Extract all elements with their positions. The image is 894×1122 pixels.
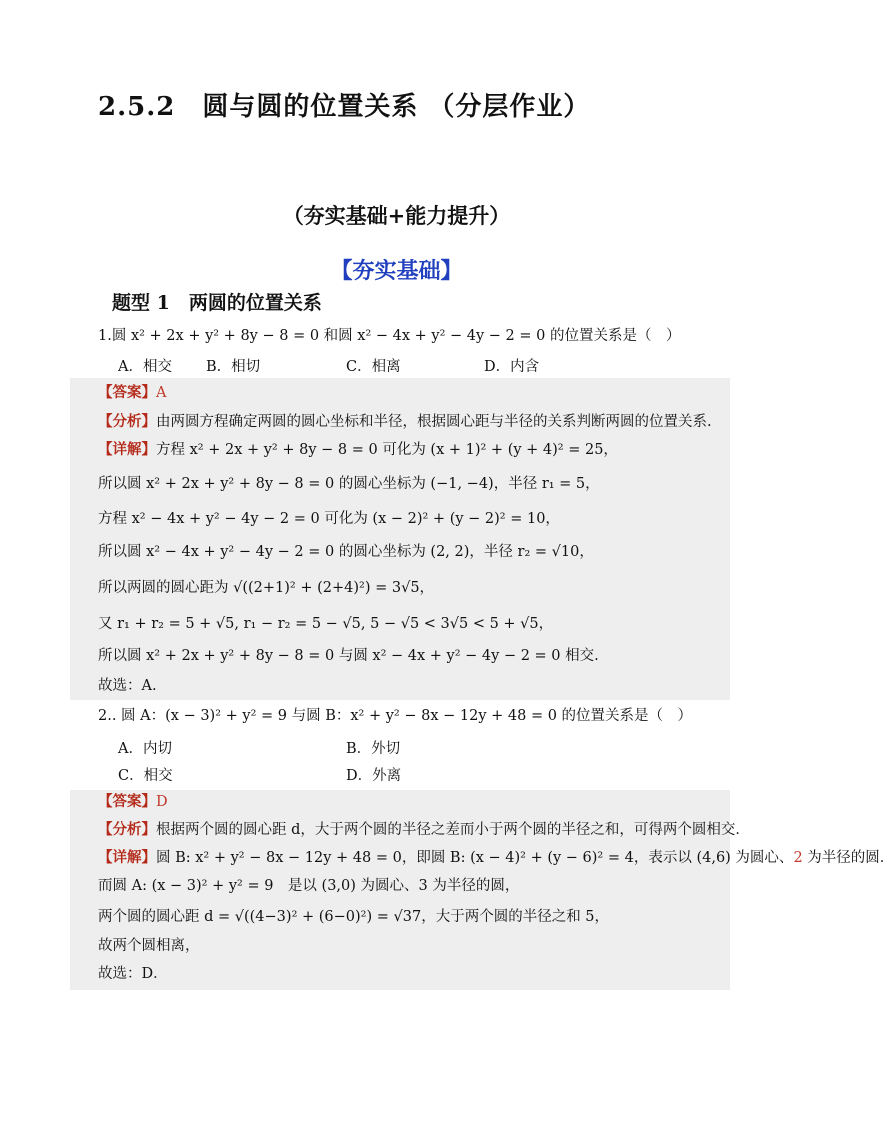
question-2-option-c: C．相交 (118, 768, 173, 784)
question-2-option-d: D．外离 (346, 768, 402, 784)
solution-2-line: 而圆 A: (x − 3)² + y² = 9 是以 (3,0) 为圆心、3 为半径的圆， (98, 878, 520, 894)
detail-tag: 【详解】 (98, 441, 156, 458)
answer-1 (98, 383, 166, 403)
detail-text: 圆 B: x² + y² − 8x − 12y + 48 = 0，即圆 B: (x − 4)² + (y − 6)² = 4，表示以 (4,6) 为圆心、 (156, 850, 794, 866)
answer-value: A (156, 385, 167, 401)
detail-2 (98, 848, 894, 868)
question-1-stem: 1.圆 x² + 2x + y² + 8y − 8 = 0 和圆 x² − 4x + y² − 4y − 2 = 0 的位置关系是（ ） (98, 328, 681, 344)
question-1-option-d: D．内含 (484, 359, 540, 375)
solution-1-line: 又 r₁ + r₂ = 5 + √5, r₁ − r₂ = 5 − √5, 5 − √5 < 3√5 < 5 + √5， (98, 616, 554, 632)
solution-2-line: 故选：D． (98, 966, 168, 982)
detail-text: 方程 x² + 2x + y² + 8y − 8 = 0 可化为 (x + 1)² + (y + 4)² = 25， (156, 442, 618, 458)
analysis-1 (98, 412, 712, 432)
analysis-tag: 【分析】 (98, 821, 156, 838)
question-2-option-a: A．内切 (118, 741, 172, 757)
question-1-option-c: C．相离 (346, 359, 401, 375)
question-2-stem: 2.. 圆 A：(x − 3)² + y² = 9 与圆 B：x² + y² − 8x − 12y + 48 = 0 的位置关系是（ ） (98, 708, 693, 724)
question-2-option-b: B．外切 (346, 741, 401, 757)
answer-value: D (156, 794, 168, 810)
analysis-text: 根据两个圆的圆心距 d，大于两个圆的半径之差而小于两个圆的半径之和，可得两个圆相交． (156, 822, 750, 838)
analysis-text: 由两圆方程确定两圆的圆心坐标和半径，根据圆心距与半径的关系判断两圆的位置关系. (156, 414, 712, 430)
solution-2-line: 故两个圆相离， (98, 938, 200, 954)
answer-tag: 【答案】 (98, 793, 156, 810)
solution-1-line: 方程 x² − 4x + y² − 4y − 2 = 0 可化为 (x − 2)² + (y − 2)² = 10， (98, 511, 560, 527)
analysis-tag: 【分析】 (98, 413, 156, 430)
detail-highlight: 2 (793, 850, 803, 866)
solution-1-line: 故选：A. (98, 678, 157, 694)
section-heading: 【夯实基础】 (330, 258, 463, 284)
question-1-option-b: B．相切 (206, 359, 261, 375)
analysis-2 (98, 820, 750, 840)
solution-1-line: 所以圆 x² − 4x + y² − 4y − 2 = 0 的圆心坐标为 (2, 2)，半径 r₂ = √10， (98, 544, 594, 560)
detail-tag: 【详解】 (98, 849, 156, 866)
solution-1-line: 所以圆 x² + 2x + y² + 8y − 8 = 0 与圆 x² − 4x + y² − 4y − 2 = 0 相交. (98, 648, 599, 664)
solution-1-line: 所以圆 x² + 2x + y² + 8y − 8 = 0 的圆心坐标为 (−1, −4)，半径 r₁ = 5， (98, 476, 600, 492)
solution-2-line: 两个圆的圆心距 d = √((4−3)² + (6−0)²) = √37，大于两个圆的半径之和 5， (98, 909, 610, 925)
solution-1-line: 所以两圆的圆心距为 √((2+1)² + (2+4)²) = 3√5， (98, 580, 435, 596)
topic-heading: 题型 1 两圆的位置关系 (112, 292, 322, 314)
detail-1 (98, 440, 618, 460)
answer-tag: 【答案】 (98, 384, 156, 401)
detail-text-end: 为半径的圆． (802, 850, 894, 866)
question-1-option-a: A．相交 (118, 359, 172, 375)
page-subtitle: （夯实基础+能力提升） (282, 203, 511, 228)
answer-2 (98, 792, 168, 812)
page-title: 2.5.2 圆与圆的位置关系 （分层作业） (98, 92, 591, 122)
